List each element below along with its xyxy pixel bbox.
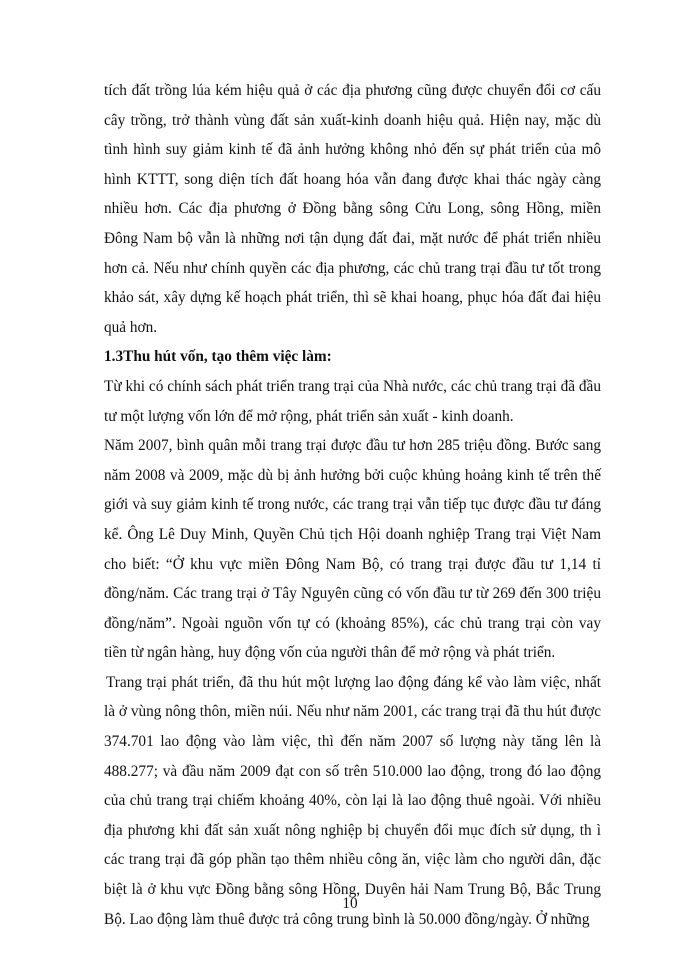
body-paragraph: tích đất trồng lúa kém hiệu quả ở các địa phương cũng được chuyển đổi cơ cấu cây trồng, trở thành vùng đất sản xuất-kinh doanh hiệu quả. Hiện nay, mặc dù tình hình suy giảm kinh tế đã ảnh hưởng không nhỏ đến sự phát triển của mô hình KTTT, song diện tích đất hoang hóa vẫn đang được khai thác ngày càng nhiều hơn. Các địa phương ở Đồng bằng sông Cửu Long, sông Hồng, miền Đông Nam bộ vẫn là những nơi tận dụng đất đai, mặt nước để phát triển nhiều hơn cả. Nếu như chính quyền các địa phương, các chủ trang trại đầu tư tốt trong khảo sát, xây dựng kế hoạch phát triển, thì sẽ khai hoang, phục hóa đất đai hiệu quả hơn. <box>104 82 601 336</box>
body-paragraph: Năm 2007, bình quân mỗi trang trại được đầu tư hơn 285 triệu đồng. Bước sang năm 2008 và 2009, mặc dù bị ảnh hưởng bởi cuộc khủng hoảng kinh tế trên thế giới và suy giảm kinh tế trong nước, các trang trại vẫn tiếp tục được đầu tư đáng kể. Ông Lê Duy Minh, Quyền Chủ tịch Hội doanh nghiệp Trang trại Việt Nam cho biết: “Ở khu vực miền Đông Nam Bộ, có trang trại được đầu tư 1,14 tỉ đồng/năm. Các trang trại ở Tây Nguyên cũng có vốn đầu tư từ 269 đến 300 triệu đồng/năm”. Ngoài nguồn vốn tự có (khoảng 85%), các chủ trang trại còn vay tiền từ ngân hàng, huy động vốn của người thân để mở rộng và phát triển. <box>104 437 601 662</box>
body-paragraph: Trang trại phát triển, đã thu hút một lượng lao động đáng kể vào làm việc, nhất là ở vùng nông thôn, miền núi. Nếu như năm 2001, các trang trại đã thu hút được 374.701 lao động vào làm việc, thì đến năm 2007 số lượng này tăng lên là 488.277; và đầu năm 2009 đạt con số trên 510.000 lao động, trong đó lao động của chủ trang trại chiếm khoảng 40%, còn lại là lao động thuê ngoài. Với nhiều địa phương khi đất sản xuất nông nghiệp bị chuyển đổi mục đích sử dụng, th ì các trang trại đã góp phần tạo thêm nhiều công ăn, việc làm cho người dân, đặc biệt là ở khu vực Đồng bằng sông Hồng, Duyên hải Nam Trung Bộ, Bắc Trung Bộ. Lao động làm thuê được trả công trung bình là 50.000 đồng/ngày. Ở những <box>104 673 601 928</box>
document-body <box>104 76 601 934</box>
page-number: 10 <box>342 895 358 912</box>
body-paragraph: Từ khi có chính sách phát triển trang trại của Nhà nước, các chủ trang trại đã đầu tư một lượng vốn lớn để mở rộng, phát triển sản xuất - kinh doanh. <box>104 377 601 425</box>
section-heading: 1.3Thu hút vốn, tạo thêm việc làm: <box>104 348 332 366</box>
